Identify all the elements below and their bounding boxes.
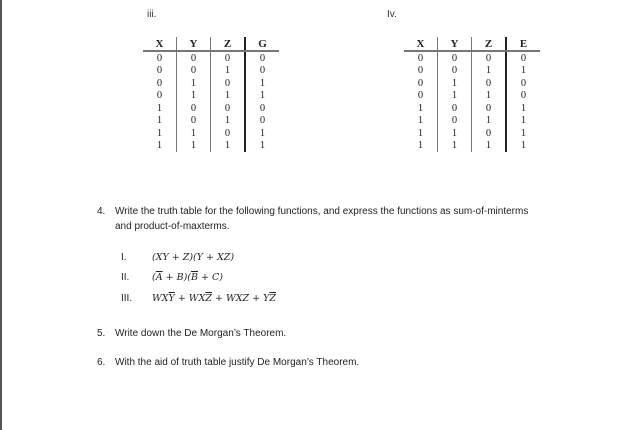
- table-cell: 0: [211, 127, 246, 140]
- question-6-number: 6.: [97, 357, 106, 368]
- table-cell: 1: [211, 65, 246, 78]
- table-cell: 0: [259, 52, 266, 64]
- table-row: [143, 127, 279, 140]
- expression-segment: (XY + Z)(Y + XZ): [152, 252, 235, 263]
- column-header-x: X: [404, 37, 438, 51]
- table-cell: 1: [438, 140, 472, 153]
- column-header-g: G: [245, 37, 279, 51]
- expression-segment: WX: [152, 293, 169, 304]
- table-cell: 1: [520, 65, 527, 77]
- table-cell: 0: [177, 115, 211, 128]
- table-cell: 1: [259, 127, 266, 139]
- expression-segment: + WXZ + Y: [211, 293, 270, 304]
- complemented-variable: $\overline{Y}$: [168, 293, 175, 304]
- table-header-row: [404, 37, 540, 51]
- column-header-x: X: [143, 37, 177, 51]
- table-cell: 0: [259, 102, 266, 114]
- truth-table-iv: [404, 37, 540, 152]
- table-cell: 0: [143, 90, 177, 103]
- table-cell: 1: [143, 102, 177, 115]
- column-header-z: Z: [472, 37, 507, 51]
- truth-table-iii: [143, 37, 279, 152]
- complemented-variable: $\overline{Z}$: [205, 293, 212, 304]
- expression-segment: + WX: [174, 293, 206, 304]
- question-4-text: Write the truth table for the following functions, and express the functions as sum-of-minterms: [115, 206, 529, 217]
- column-header-y: Y: [438, 37, 472, 51]
- table-cell: 0: [177, 102, 211, 115]
- boolean-expression: [152, 272, 223, 283]
- table-row: [404, 77, 540, 90]
- table-cell: 0: [520, 77, 527, 89]
- table-cell: 0: [472, 51, 507, 65]
- table-cell: 1: [472, 115, 507, 128]
- item-numeral: III.: [121, 293, 133, 304]
- column-header-y: Y: [177, 37, 211, 51]
- question-5-number: 5.: [97, 328, 106, 339]
- table-cell: 0: [404, 77, 438, 90]
- table-cell: 1: [520, 140, 527, 152]
- table-row: [143, 115, 279, 128]
- table-cell: 0: [438, 65, 472, 78]
- table-cell: 1: [404, 127, 438, 140]
- table-cell: 1: [472, 65, 507, 78]
- table-row: [404, 127, 540, 140]
- column-header-e: E: [506, 37, 540, 51]
- table-cell: 1: [177, 140, 211, 153]
- expression-segment: + B)(: [162, 272, 191, 283]
- table-cell: 1: [177, 77, 211, 90]
- expression-segment: + C): [197, 272, 223, 283]
- table-cell: 1: [211, 115, 246, 128]
- boolean-expression: [152, 293, 276, 304]
- table-row: [143, 102, 279, 115]
- table-cell: 1: [438, 127, 472, 140]
- boolean-expression: [152, 252, 234, 263]
- table-row: [143, 90, 279, 103]
- table-row: [404, 51, 540, 65]
- question-5-text: Write down the De Morgan’s Theorem.: [115, 328, 287, 339]
- table-row: [404, 102, 540, 115]
- table-cell: 1: [472, 140, 507, 153]
- table-cell: 1: [438, 90, 472, 103]
- table-cell: 0: [472, 102, 507, 115]
- table-cell: 0: [259, 115, 266, 127]
- table-header-row: [143, 37, 279, 51]
- table-cell: 1: [259, 77, 266, 89]
- table-cell: 1: [520, 115, 527, 127]
- table-cell: 0: [211, 51, 246, 65]
- complemented-variable: $\overline{Z}$: [269, 293, 276, 304]
- complemented-variable: $\overline{B}$: [191, 272, 198, 283]
- table-cell: 1: [259, 90, 266, 102]
- table-cell: 0: [472, 77, 507, 90]
- window-edge: [0, 0, 2, 430]
- table-cell: 1: [177, 127, 211, 140]
- table-cell: 0: [404, 65, 438, 78]
- item-numeral: I.: [121, 252, 127, 263]
- table-cell: 0: [472, 127, 507, 140]
- table-row: [143, 77, 279, 90]
- table-cell: 1: [404, 115, 438, 128]
- table-cell: 0: [143, 65, 177, 78]
- table-cell: 0: [438, 51, 472, 65]
- table-cell: 1: [143, 140, 177, 153]
- table-cell: 0: [211, 102, 246, 115]
- table-cell: 1: [404, 102, 438, 115]
- table-cell: 0: [143, 77, 177, 90]
- table-cell: 0: [438, 115, 472, 128]
- item-numeral: II.: [121, 272, 130, 283]
- table-row: [404, 140, 540, 153]
- table-cell: 1: [520, 102, 527, 114]
- table-cell: 1: [143, 115, 177, 128]
- table-cell: 1: [143, 127, 177, 140]
- table-cell: 1: [211, 140, 246, 153]
- table-cell: 0: [259, 65, 266, 77]
- question-4-text-cont: and product-of-maxterms.: [115, 221, 230, 232]
- table-cell: 0: [520, 90, 527, 102]
- table-row: [404, 65, 540, 78]
- question-4-number: 4.: [97, 206, 106, 217]
- table-cell: 1: [211, 90, 246, 103]
- table-row: [143, 51, 279, 65]
- table-cell: 0: [177, 65, 211, 78]
- table-cell: 0: [404, 51, 438, 65]
- table-cell: 1: [472, 90, 507, 103]
- table-cell: 0: [177, 51, 211, 65]
- table-cell: 0: [404, 90, 438, 103]
- question-6-text: With the aid of truth table justify De Morgan’s Theorem.: [115, 357, 360, 368]
- table-row: [143, 65, 279, 78]
- table-row: [143, 140, 279, 153]
- column-header-z: Z: [211, 37, 246, 51]
- table-cell: 1: [177, 90, 211, 103]
- table-row: [404, 90, 540, 103]
- expression-segment: (: [152, 272, 156, 283]
- table-cell: 1: [520, 127, 527, 139]
- table-cell: 1: [259, 140, 266, 152]
- table-iii-label: iii.: [147, 9, 157, 20]
- table-cell: 0: [211, 77, 246, 90]
- complemented-variable: $\overline{A}$: [155, 272, 163, 283]
- table-iv-label: Iv.: [387, 9, 397, 20]
- table-cell: 1: [404, 140, 438, 153]
- table-cell: 0: [438, 102, 472, 115]
- table-cell: 1: [438, 77, 472, 90]
- table-row: [404, 115, 540, 128]
- table-cell: 0: [143, 51, 177, 65]
- table-cell: 0: [520, 52, 527, 64]
